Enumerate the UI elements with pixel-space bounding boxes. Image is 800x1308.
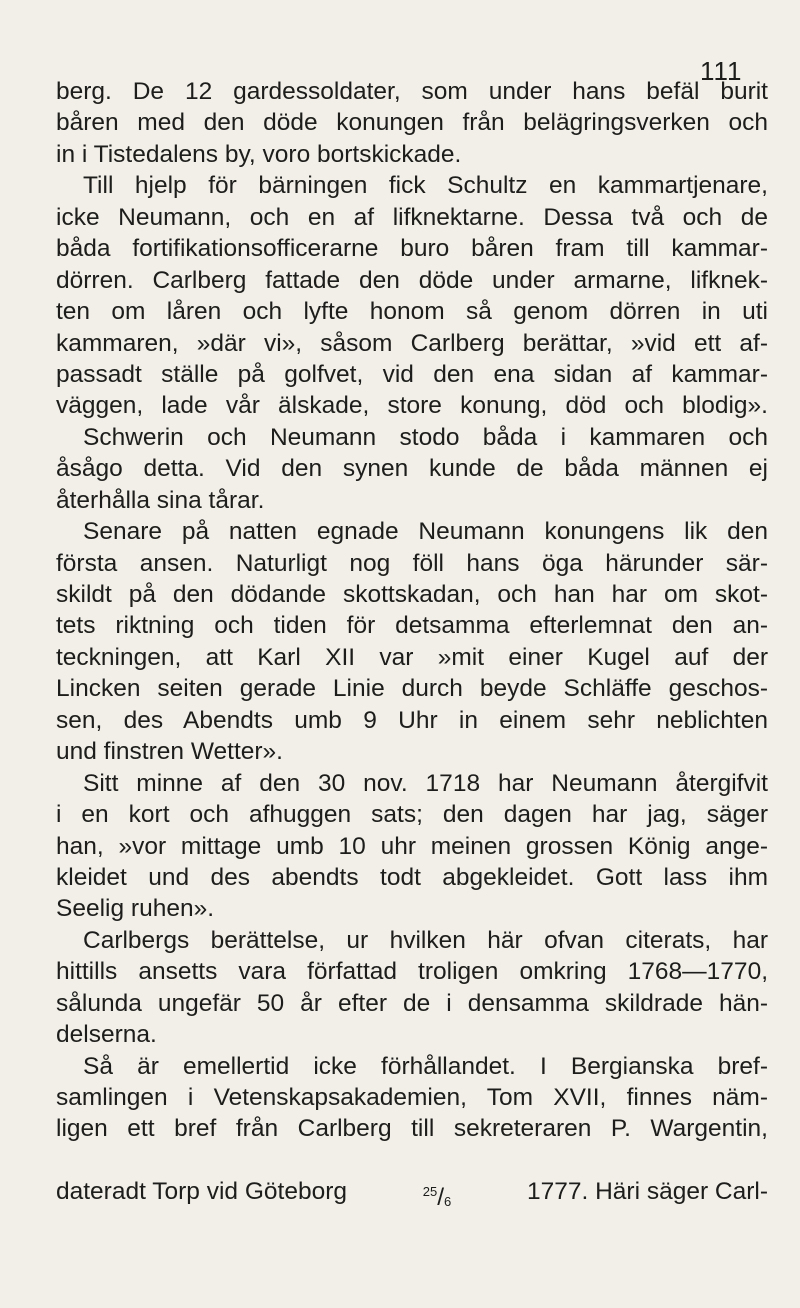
text-line: väggen, lade vår älskade, store konung, död och blodig».: [56, 392, 768, 420]
text-line: första ansen. Naturligt nog föll hans öga härunder sär-: [56, 549, 768, 577]
text-line: ligen ett bref från Carlberg till sekreteraren P. Wargentin,: [56, 1115, 768, 1143]
text-line: sen, des Abendts umb 9 Uhr in einem sehr neblichten: [56, 706, 768, 734]
text-line: båren med den döde konungen från belägringsverken och: [56, 109, 768, 137]
text-line: tets riktning och tiden för detsamma efterlemnat den an-: [56, 612, 768, 640]
text-line-final: [56, 1176, 768, 1211]
text-line: Schwerin och Neumann stodo båda i kammaren och: [83, 423, 768, 451]
text-line: i en kort och afhuggen sats; den dagen har jag, säger: [56, 801, 768, 829]
text-line: passadt ställe på golfvet, vid den ena sidan af kammar-: [56, 360, 768, 388]
text-line: hittills ansetts vara författad troligen omkring 1768—1770,: [56, 958, 768, 986]
text-line: skildt på den dödande skottskadan, och han har om skot-: [56, 581, 768, 608]
text-line: återhålla sina tårar.: [56, 486, 265, 514]
text-line: Till hjelp för bärningen fick Schultz en kammartjenare,: [83, 172, 768, 200]
page-number: 111: [700, 56, 743, 86]
text-line: Senare på natten egnade Neumann konungens lik den: [83, 518, 768, 546]
text-line: teckningen, att Karl XII var »mit einer Kugel auf der: [56, 643, 768, 671]
text-line: dörren. Carlberg fattade den döde under armarne, lifknek-: [56, 266, 768, 294]
final-line-before: dateradt Torp vid Göteborg: [56, 1178, 348, 1205]
text-line: icke Neumann, och en af lifknektarne. Dessa två och de: [56, 203, 768, 231]
text-line: ten om låren och lyfte honom så genom dörren in uti: [56, 298, 768, 326]
body-text: [56, 76, 768, 1145]
text-line: åsågo detta. Vid den synen kunde de båda männen ej: [56, 455, 768, 483]
text-line: berg. De 12 gardessoldater, som under hans befäl burit: [56, 78, 768, 105]
text-line: han, »vor mittage umb 10 uhr meinen grossen König ange-: [56, 832, 768, 860]
text-line: delserna.: [56, 1021, 157, 1049]
text-line: kleidet und des abendts todt abgekleidet. Gott lass ihm: [56, 863, 768, 891]
text-line: und finstren Wetter».: [56, 738, 283, 766]
text-line: Lincken seiten gerade Linie durch beyde Schläffe geschos-: [56, 675, 768, 703]
fraction-numerator: 25: [422, 1184, 438, 1199]
text-line: Sitt minne af den 30 nov. 1718 har Neumann återgifvit: [83, 769, 768, 797]
text-line: in i Tistedalens by, voro bortskickade.: [56, 140, 462, 168]
text-line: samlingen i Vetenskapsakademien, Tom XVII, finnes näm-: [56, 1084, 768, 1111]
date-fraction: $^{25}$/6: [422, 1184, 452, 1211]
fraction-denominator: 6: [444, 1194, 452, 1209]
text-line: kammaren, »där vi», såsom Carlberg berättar, »vid ett af-: [56, 329, 768, 357]
final-line-after: 1777. Häri säger Carl-: [526, 1178, 768, 1205]
text-line: Seelig ruhen».: [56, 895, 215, 923]
text-line: Så är emellertid icke förhållandet. I Bergianska bref-: [83, 1052, 768, 1080]
text-line: Carlbergs berättelse, ur hvilken här ofvan citerats, har: [83, 926, 768, 954]
text-line: sålunda ungefär 50 år efter de i densamma skildrade hän-: [56, 989, 768, 1017]
text-line: båda fortifikationsofficerarne buro båren fram till kammar-: [56, 235, 768, 263]
